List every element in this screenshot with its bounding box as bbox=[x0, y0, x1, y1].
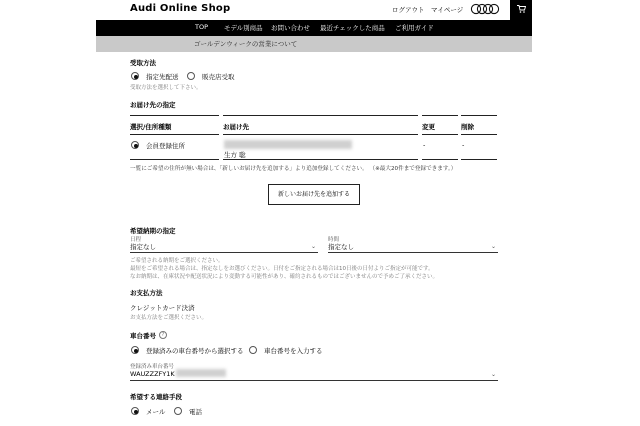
radio-registered-vin[interactable] bbox=[131, 346, 139, 354]
vin-select-label: 登録済み車台番号 bbox=[130, 364, 175, 370]
notice-link[interactable]: ゴールデンウィークの営業について bbox=[194, 40, 298, 48]
divider bbox=[461, 159, 497, 160]
main-nav bbox=[96, 20, 532, 36]
audi-rings-logo[interactable] bbox=[470, 3, 500, 15]
address-edit[interactable]: - bbox=[423, 141, 426, 149]
address-radio[interactable] bbox=[131, 141, 139, 149]
delivery-note-2: 最短をご希望される場合は、指定なしをお選びください。日付をご指定される場合は10日後の日付よりご指定が可能です。 bbox=[130, 266, 434, 272]
vin-select-value[interactable]: WAUZZZFY1K bbox=[130, 370, 175, 378]
divider bbox=[130, 159, 219, 160]
address-title: お届け先の指定 bbox=[130, 101, 176, 109]
radio-input-vin-label: 車台番号を入力する bbox=[264, 347, 323, 355]
brand-title[interactable]: Audi Online Shop bbox=[130, 3, 231, 14]
divider bbox=[130, 134, 219, 135]
col-type-header: 選択/住所種類 bbox=[130, 123, 172, 131]
page bbox=[96, 0, 532, 426]
receive-title: 受取方法 bbox=[130, 59, 156, 67]
payment-hint: お支払方法をご選択ください。 bbox=[130, 315, 208, 321]
divider bbox=[223, 159, 418, 160]
site-header bbox=[96, 0, 532, 20]
radio-contact-email[interactable] bbox=[131, 407, 139, 415]
cart-button[interactable] bbox=[510, 0, 532, 20]
delivery-note-1: ご希望される納期をご選択ください。 bbox=[130, 258, 224, 264]
date-select-underline bbox=[130, 252, 318, 253]
address-name: 生方 聡 bbox=[224, 151, 246, 159]
radio-delivery[interactable] bbox=[131, 72, 139, 80]
address-delete[interactable]: - bbox=[462, 141, 465, 149]
col-edit-header: 変更 bbox=[422, 123, 435, 131]
date-label: 日程 bbox=[130, 237, 142, 243]
logout-link[interactable]: ログアウト bbox=[392, 6, 425, 14]
receive-hint: 受取方法を選択して下さい。 bbox=[130, 85, 202, 91]
redacted-address bbox=[224, 140, 352, 149]
mypage-link[interactable]: マイページ bbox=[431, 6, 464, 14]
radio-dealer[interactable] bbox=[187, 72, 195, 80]
divider bbox=[130, 115, 219, 116]
radio-registered-vin-label: 登録済みの車台番号から選択する bbox=[146, 347, 244, 355]
delivery-note-3: なお納期は、在庫状況や配送状況により変動する可能性があり、確約されるものではございませんので予めご了承ください。 bbox=[130, 274, 439, 280]
divider bbox=[223, 134, 418, 135]
col-dest-header: お届け先 bbox=[223, 123, 249, 131]
vin-select-underline bbox=[130, 380, 498, 381]
nav-top[interactable]: TOP bbox=[195, 23, 209, 31]
vehicle-title: 車台番号 bbox=[130, 332, 156, 340]
divider bbox=[461, 115, 497, 116]
add-address-button[interactable]: 新しいお届け先を追加する bbox=[268, 184, 360, 205]
chevron-down-icon[interactable]: ⌄ bbox=[491, 243, 497, 250]
address-note: 一覧にご希望の住所が無い場合は、「新しいお届け先を追加する」より追加登録してください。 （※最大20件まで登録できます。） bbox=[130, 166, 457, 172]
radio-contact-email-label: メール bbox=[146, 408, 166, 416]
col-delete-header: 削除 bbox=[461, 123, 474, 131]
payment-method: クレジットカード決済 bbox=[130, 304, 195, 312]
payment-title: お支払方法 bbox=[130, 289, 163, 297]
time-label: 時間 bbox=[328, 237, 340, 243]
chevron-down-icon[interactable]: ⌄ bbox=[311, 243, 317, 250]
time-select-underline bbox=[328, 252, 498, 253]
nav-models[interactable]: モデル別商品 bbox=[224, 24, 263, 32]
radio-dealer-label: 販売店受取 bbox=[202, 73, 235, 81]
time-select-value[interactable]: 指定なし bbox=[328, 243, 354, 251]
contact-title: 希望する連絡手段 bbox=[130, 393, 182, 401]
checkout-form bbox=[96, 52, 532, 426]
radio-contact-phone-label: 電話 bbox=[189, 408, 202, 416]
radio-input-vin[interactable] bbox=[249, 346, 257, 354]
nav-guide[interactable]: ご利用ガイド bbox=[395, 24, 434, 32]
notice-bar bbox=[96, 36, 532, 52]
redacted-vin bbox=[176, 369, 226, 377]
cart-icon bbox=[517, 5, 526, 13]
date-select-value[interactable]: 指定なし bbox=[130, 243, 156, 251]
nav-contact[interactable]: お問い合わせ bbox=[271, 24, 310, 32]
radio-delivery-label: 指定先配送 bbox=[146, 73, 179, 81]
chevron-down-icon[interactable]: ⌄ bbox=[491, 371, 497, 378]
address-type: 会員登録住所 bbox=[146, 142, 185, 150]
divider bbox=[422, 115, 458, 116]
divider bbox=[223, 115, 418, 116]
delivery-title: 希望納期の指定 bbox=[130, 227, 176, 235]
divider bbox=[461, 134, 497, 135]
nav-recent[interactable]: 最近チェックした商品 bbox=[320, 24, 385, 32]
divider bbox=[422, 134, 458, 135]
radio-contact-phone[interactable] bbox=[174, 407, 182, 415]
divider bbox=[422, 159, 458, 160]
help-icon[interactable]: ? bbox=[159, 331, 167, 339]
